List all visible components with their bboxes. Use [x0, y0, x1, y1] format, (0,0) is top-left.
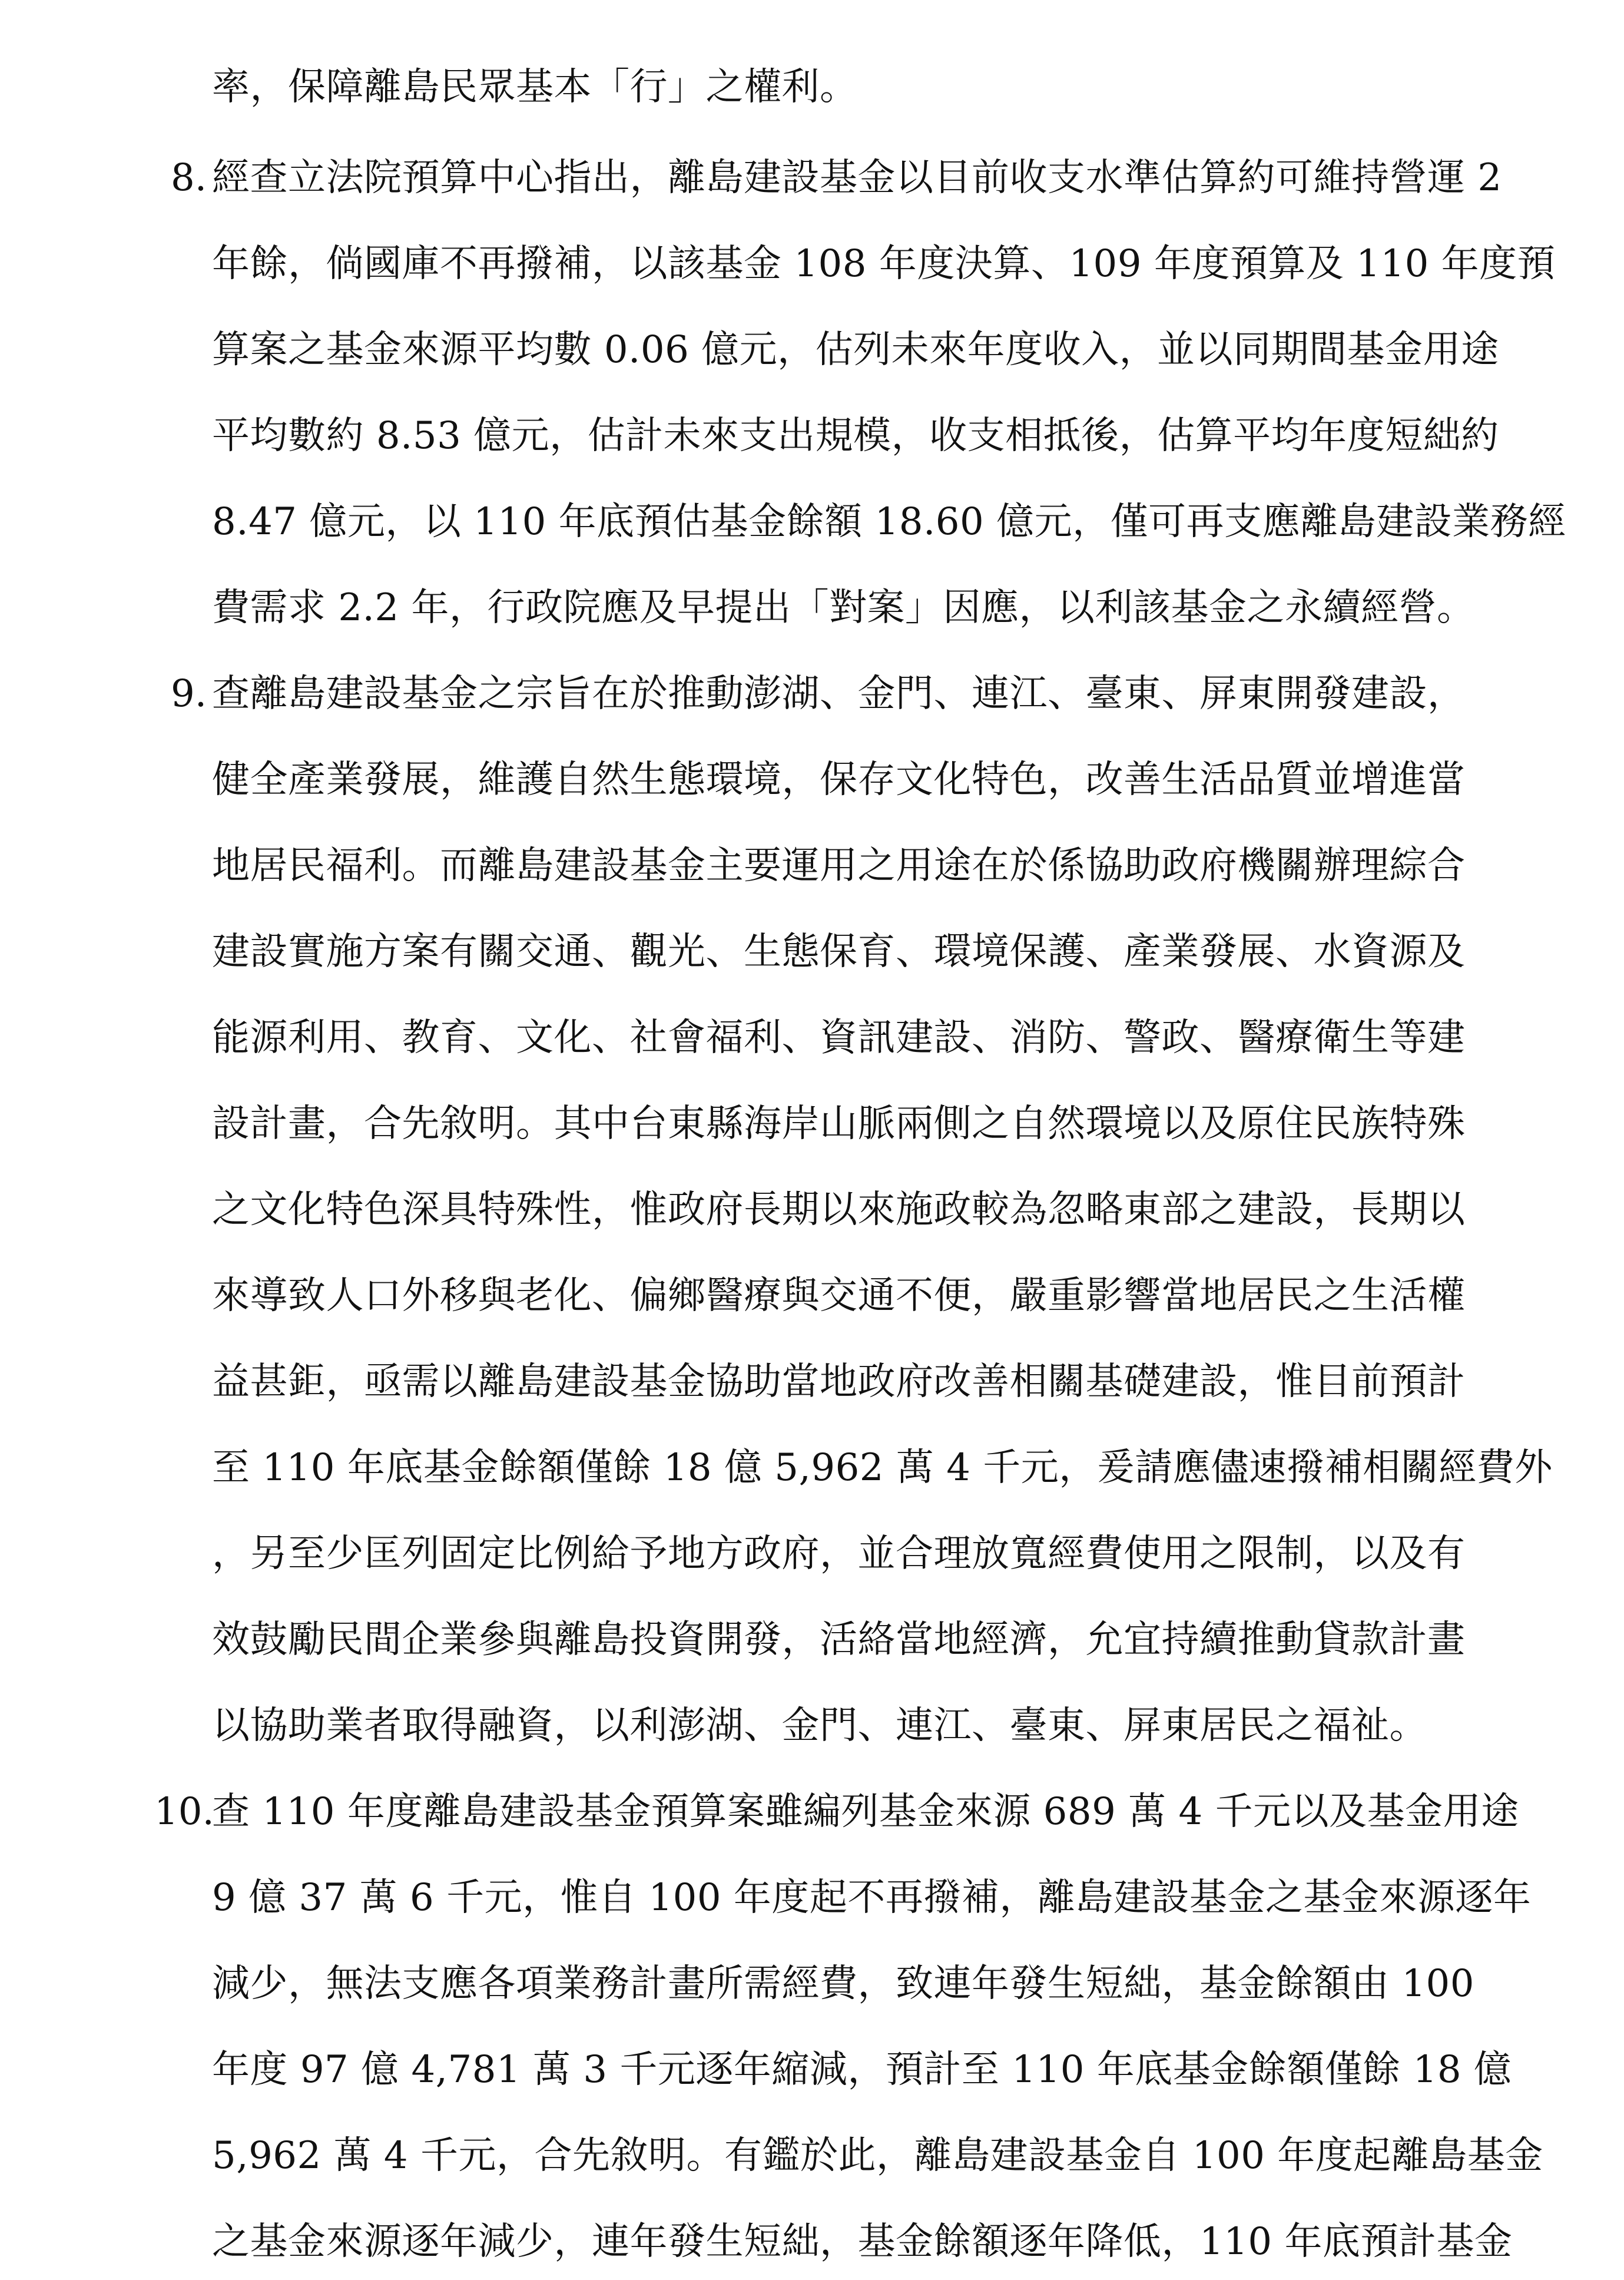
item-10-line-5: 5,962 萬 4 千元，合先敘明。有鑑於此，離島建設基金自 100 年度起離島基金 [212, 2134, 1543, 2178]
item-8-line-6: 費需求 2.2 年，行政院應及早提出「對案」因應，以利該基金之永續經營。 [212, 586, 1475, 630]
item-10-line-1: 查 110 年度離島建設基金預算案雖編列基金來源 689 萬 4 千元以及基金用途 [212, 1790, 1519, 1834]
item-number: 10. [154, 1790, 214, 1834]
item-9-line-5: 能源利用、教育、文化、社會福利、資訊建設、消防、警政、醫療衛生等建 [212, 1016, 1466, 1060]
intro-line: 率，保障離島民眾基本「行」之權利。 [212, 65, 858, 109]
item-number: 8. [171, 156, 207, 200]
item-9-line-9: 益甚鉅，亟需以離島建設基金協助當地政府改善相關基礎建設，惟目前預計 [212, 1360, 1466, 1404]
item-8-line-1: 經查立法院預算中心指出，離島建設基金以目前收支水準估算約可維持營運 2 [212, 156, 1502, 200]
item-8-line-2: 年餘，倘國庫不再撥補，以該基金 108 年度決算、109 年度預算及 110 年度預 [212, 242, 1556, 286]
item-8-line-5: 8.47 億元，以 110 年底預估基金餘額 18.60 億元，僅可再支應離島建設業務經 [212, 500, 1566, 544]
item-9-line-2: 健全產業發展，維護自然生態環境，保存文化特色，改善生活品質並增進當 [212, 758, 1466, 802]
item-8-line-3: 算案之基金來源平均數 0.06 億元，估列未來年度收入，並以同期間基金用途 [212, 328, 1499, 372]
item-9-line-4: 建設實施方案有關交通、觀光、生態保育、環境保護、產業發展、水資源及 [212, 930, 1466, 974]
item-9-line-7: 之文化特色深具特殊性，惟政府長期以來施政較為忽略東部之建設，長期以 [212, 1188, 1466, 1232]
item-9-line-3: 地居民福利。而離島建設基金主要運用之用途在於係協助政府機關辦理綜合 [212, 844, 1466, 888]
item-9-line-6: 設計畫，合先敘明。其中台東縣海岸山脈兩側之自然環境以及原住民族特殊 [212, 1102, 1466, 1146]
item-number: 9. [171, 672, 207, 716]
item-10-line-3: 減少，無法支應各項業務計畫所需經費，致連年發生短絀，基金餘額由 100 [212, 1962, 1474, 2006]
item-9-line-1: 查離島建設基金之宗旨在於推動澎湖、金門、連江、臺東、屏東開發建設， [212, 672, 1466, 716]
item-9-line-12: 效鼓勵民間企業參與離島投資開發，活絡當地經濟，允宜持續推動貸款計畫 [212, 1618, 1466, 1662]
item-10-line-6: 之基金來源逐年減少，連年發生短絀，基金餘額逐年降低，110 年底預計基金 [212, 2220, 1513, 2264]
item-9-line-8: 來導致人口外移與老化、偏鄉醫療與交通不便，嚴重影響當地居民之生活權 [212, 1274, 1466, 1318]
item-9-line-13: 以協助業者取得融資，以利澎湖、金門、連江、臺東、屏東居民之福祉。 [212, 1704, 1427, 1748]
item-10-line-2: 9 億 37 萬 6 千元，惟自 100 年度起不再撥補，離島建設基金之基金來源逐年 [212, 1876, 1532, 1920]
item-9-line-11: ，另至少匡列固定比例給予地方政府，並合理放寬經費使用之限制，以及有 [212, 1532, 1466, 1576]
item-9-line-10: 至 110 年底基金餘額僅餘 18 億 5,962 萬 4 千元，爰請應儘速撥補相關經費外 [212, 1446, 1553, 1490]
item-8-line-4: 平均數約 8.53 億元，估計未來支出規模，收支相抵後，估算平均年度短絀約 [212, 414, 1499, 458]
item-10-line-4: 年度 97 億 4,781 萬 3 千元逐年縮減，預計至 110 年底基金餘額僅餘 18 億 [212, 2048, 1512, 2092]
